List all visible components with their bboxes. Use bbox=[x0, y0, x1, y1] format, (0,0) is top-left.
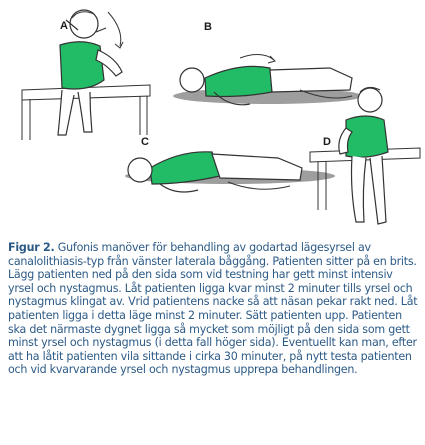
panel-letter-b: B bbox=[204, 21, 212, 33]
panel-b-illustration bbox=[173, 54, 363, 104]
panel-letter-a: A bbox=[60, 20, 68, 32]
caption-text: Gufonis manöver för behandling av godartad lägesyrsel av canalolithiasis-typ från vänster laterala båggång. Patienten sitter på en brits. Lägg patienten ned på den sida som vid testning har gett minst intensiv yrsel och nystagmus. Låt patienten ligga kvar minst 2 minuter tills yrsel och nystagmus klingat av. Vrid patientens nacke så att näsan pekar rakt ned. Låt patienten ligga i detta läge minst 2 minuter. Sätt patienten upp. Patienten ska det närmaste dygnet ligga så mycket som möjligt på den sida som gett minst yrsel och nystagmus (i detta fall höger sida). Eventuellt kan man, efter att ha låtit patienten vila sittande i cirka 30 minuter, på nytt testa patienten och vid kvarvarande yrsel och nystagmus upprepa behandlingen. bbox=[8, 241, 418, 377]
figure-caption bbox=[8, 241, 420, 377]
panel-c-illustration bbox=[125, 152, 335, 192]
panel-a-illustration bbox=[22, 10, 150, 140]
panel-letter-d: D bbox=[323, 136, 331, 148]
caption-label: Figur 2. bbox=[8, 241, 55, 254]
panel-d-illustration bbox=[310, 87, 420, 224]
panel-letter-c: C bbox=[141, 136, 149, 148]
